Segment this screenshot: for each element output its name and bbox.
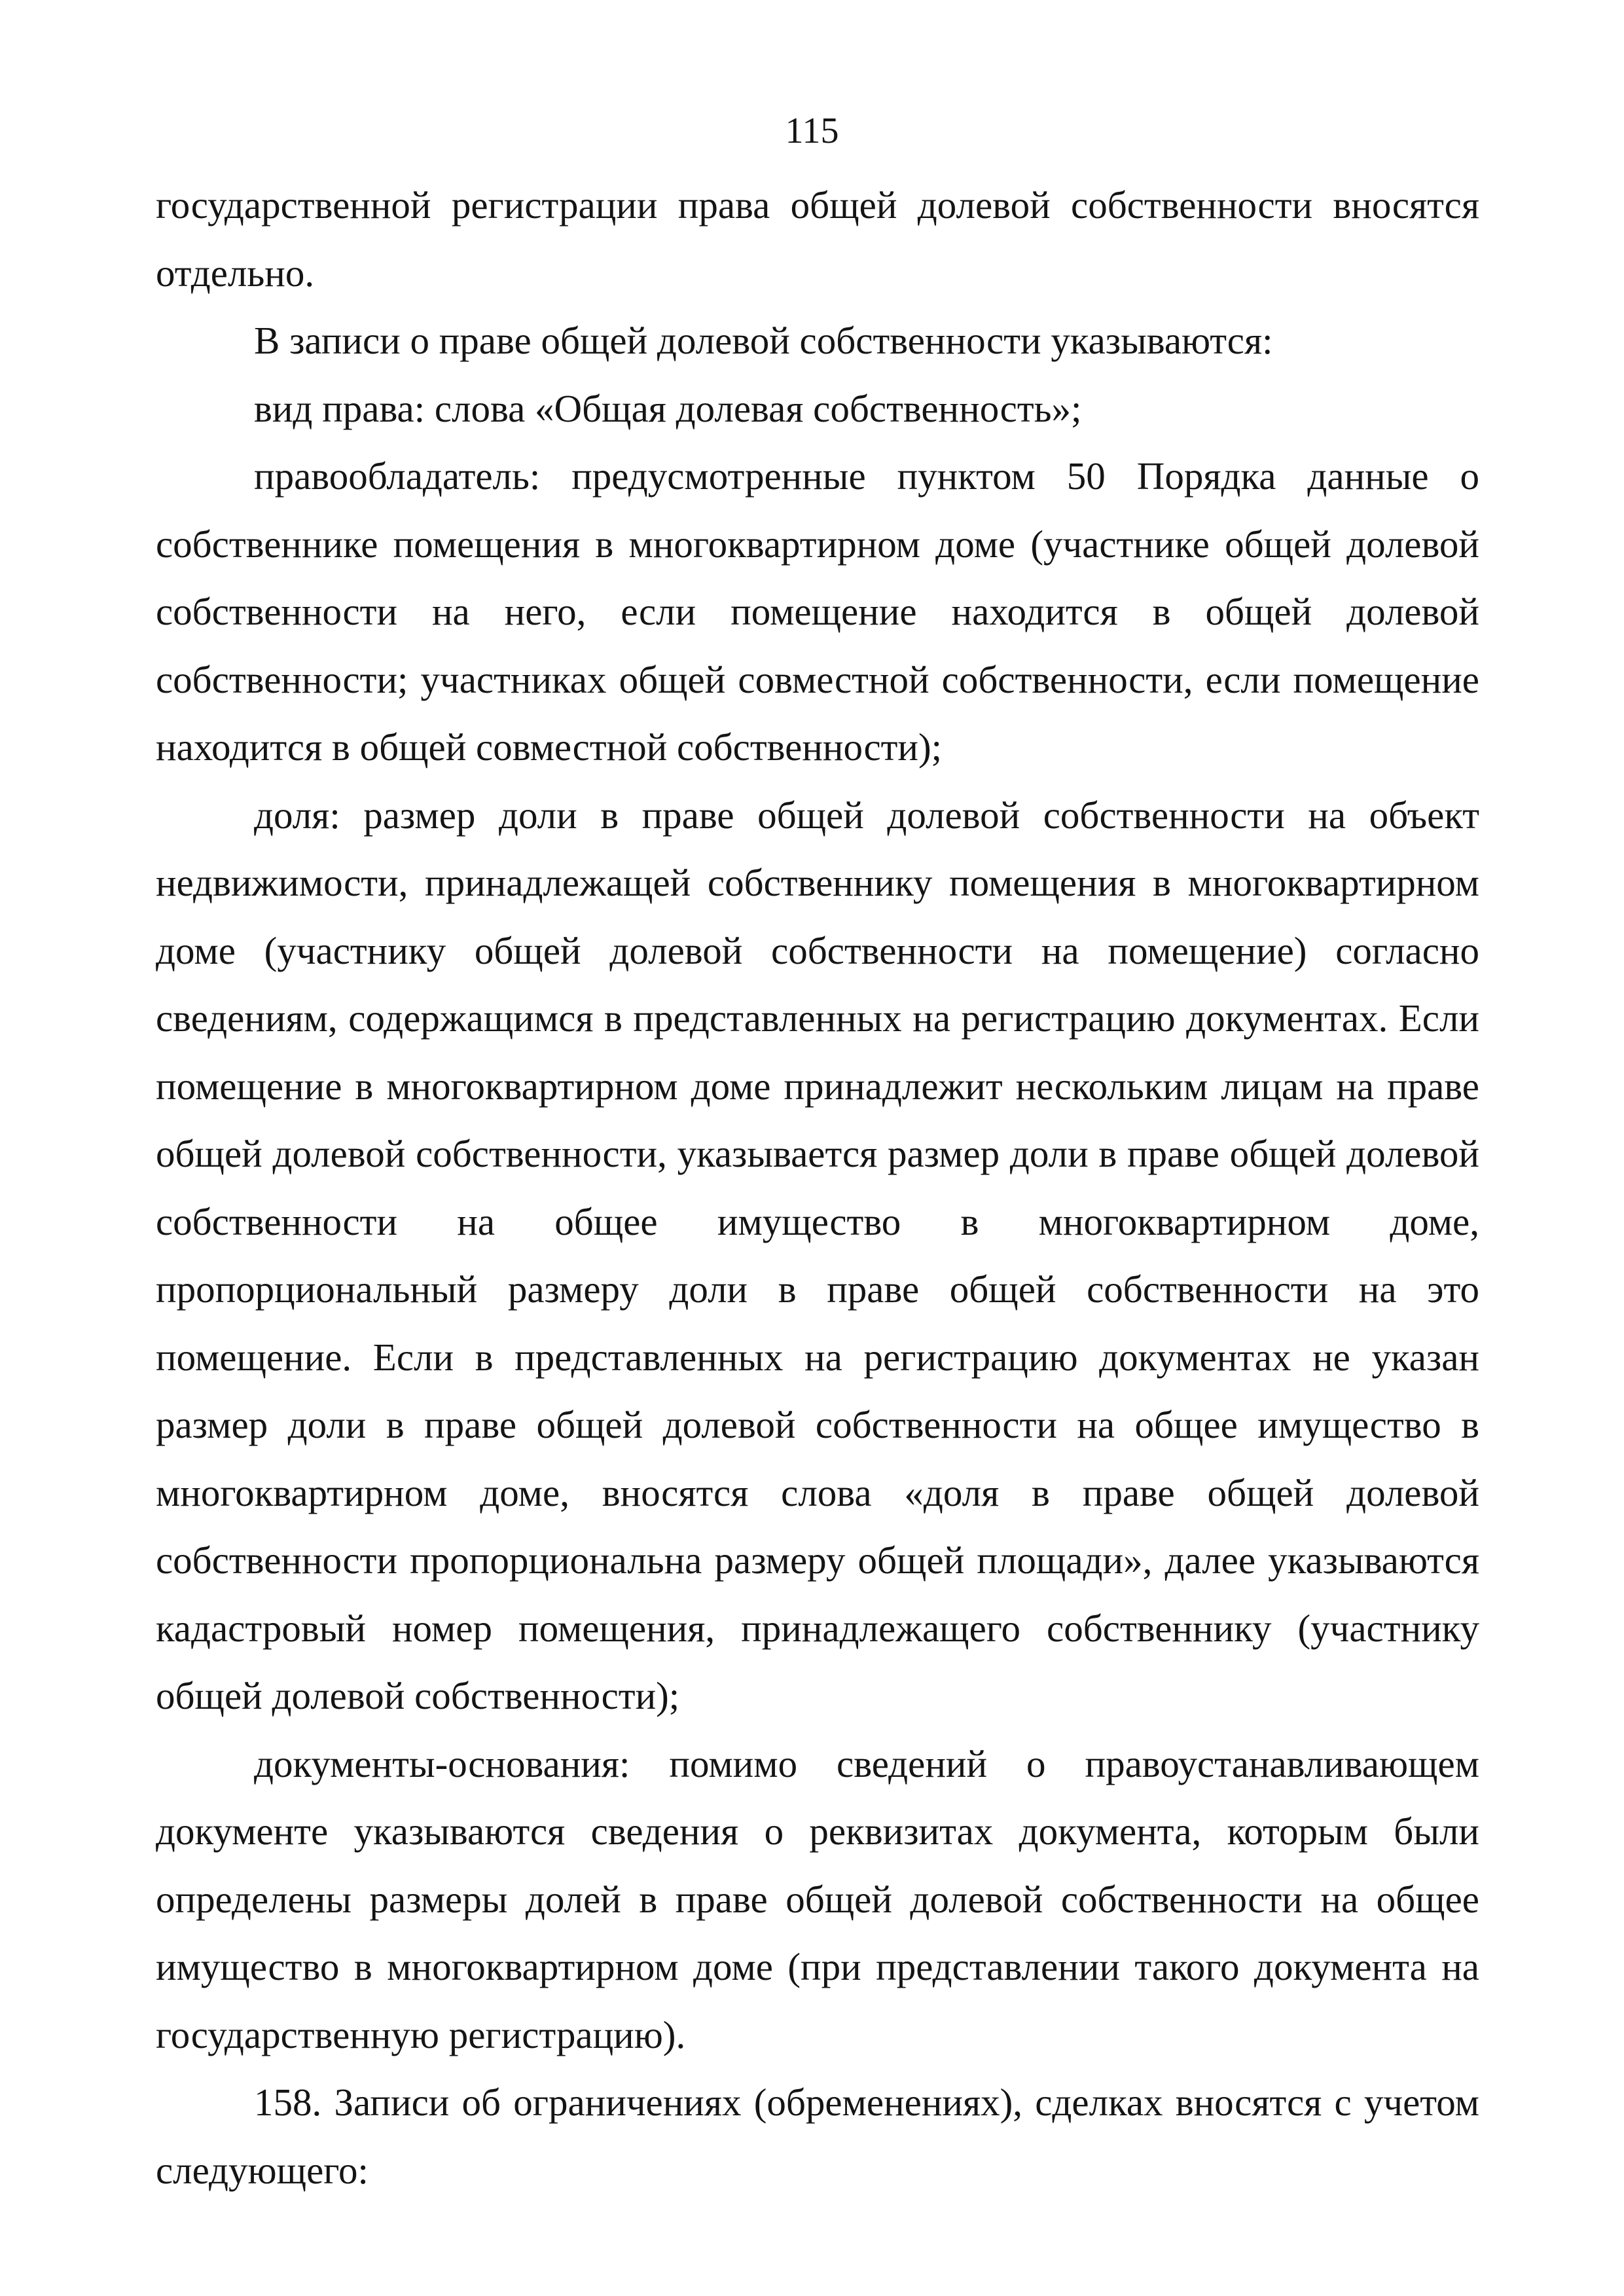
paragraph-share: доля: размер доли в праве общей долевой собственности на объект недвижимости, принадлежащей собственнику помещения в многоквартирном доме (участнику общей долевой собственности на помещение) согласно сведениям, содержащимся в представленных на регистрацию документах. Если помещение в многоквартирном доме принадлежит нескольким лицам на праве общей долевой собственности, указывается размер доли в праве общей долевой собственности на общее имущество в многоквартирном доме, пропорциональный размеру доли в праве общей собственности на это помещение. Если в представленных на регистрацию документах не указан размер доли в праве общей долевой собственности на общее имущество в многоквартирном доме, вносятся слова «доля в праве общей долевой собственности пропорциональна размеру общей площади», далее указываются кадастровый номер помещения, принадлежащего собственнику (участнику общей долевой собственности);	[156, 793, 1479, 1717]
paragraph-right-holder: правообладатель: предусмотренные пунктом 50 Порядка данные о собственнике помещения в многоквартирном доме (участнике общей долевой собственности на него, если помещение находится в общей долевой собственности; участниках общей совместной собственности, если помещение находится в общей совместной собственности);	[156, 454, 1479, 769]
paragraph-continuation: государственной регистрации права общей долевой собственности вносятся отдельно.	[156, 183, 1479, 295]
document-body	[156, 172, 1479, 2204]
paragraph-intro: В записи о праве общей долевой собственности указываются:	[254, 319, 1273, 362]
paragraph-item-158: 158. Записи об ограничениях (обременениях), сделках вносятся с учетом следующего:	[156, 2081, 1479, 2192]
page-number: 115	[785, 111, 839, 151]
paragraph-basis-documents: документы-основания: помимо сведений о правоустанавливающем документе указываются сведения о реквизитах документа, которым были определены размеры долей в праве общей долевой собственности на общее имущество в многоквартирном доме (при представлении такого документа на государственную регистрацию).	[156, 1741, 1479, 2056]
paragraph-right-type: вид права: слова «Общая долевая собственность»;	[254, 386, 1082, 430]
